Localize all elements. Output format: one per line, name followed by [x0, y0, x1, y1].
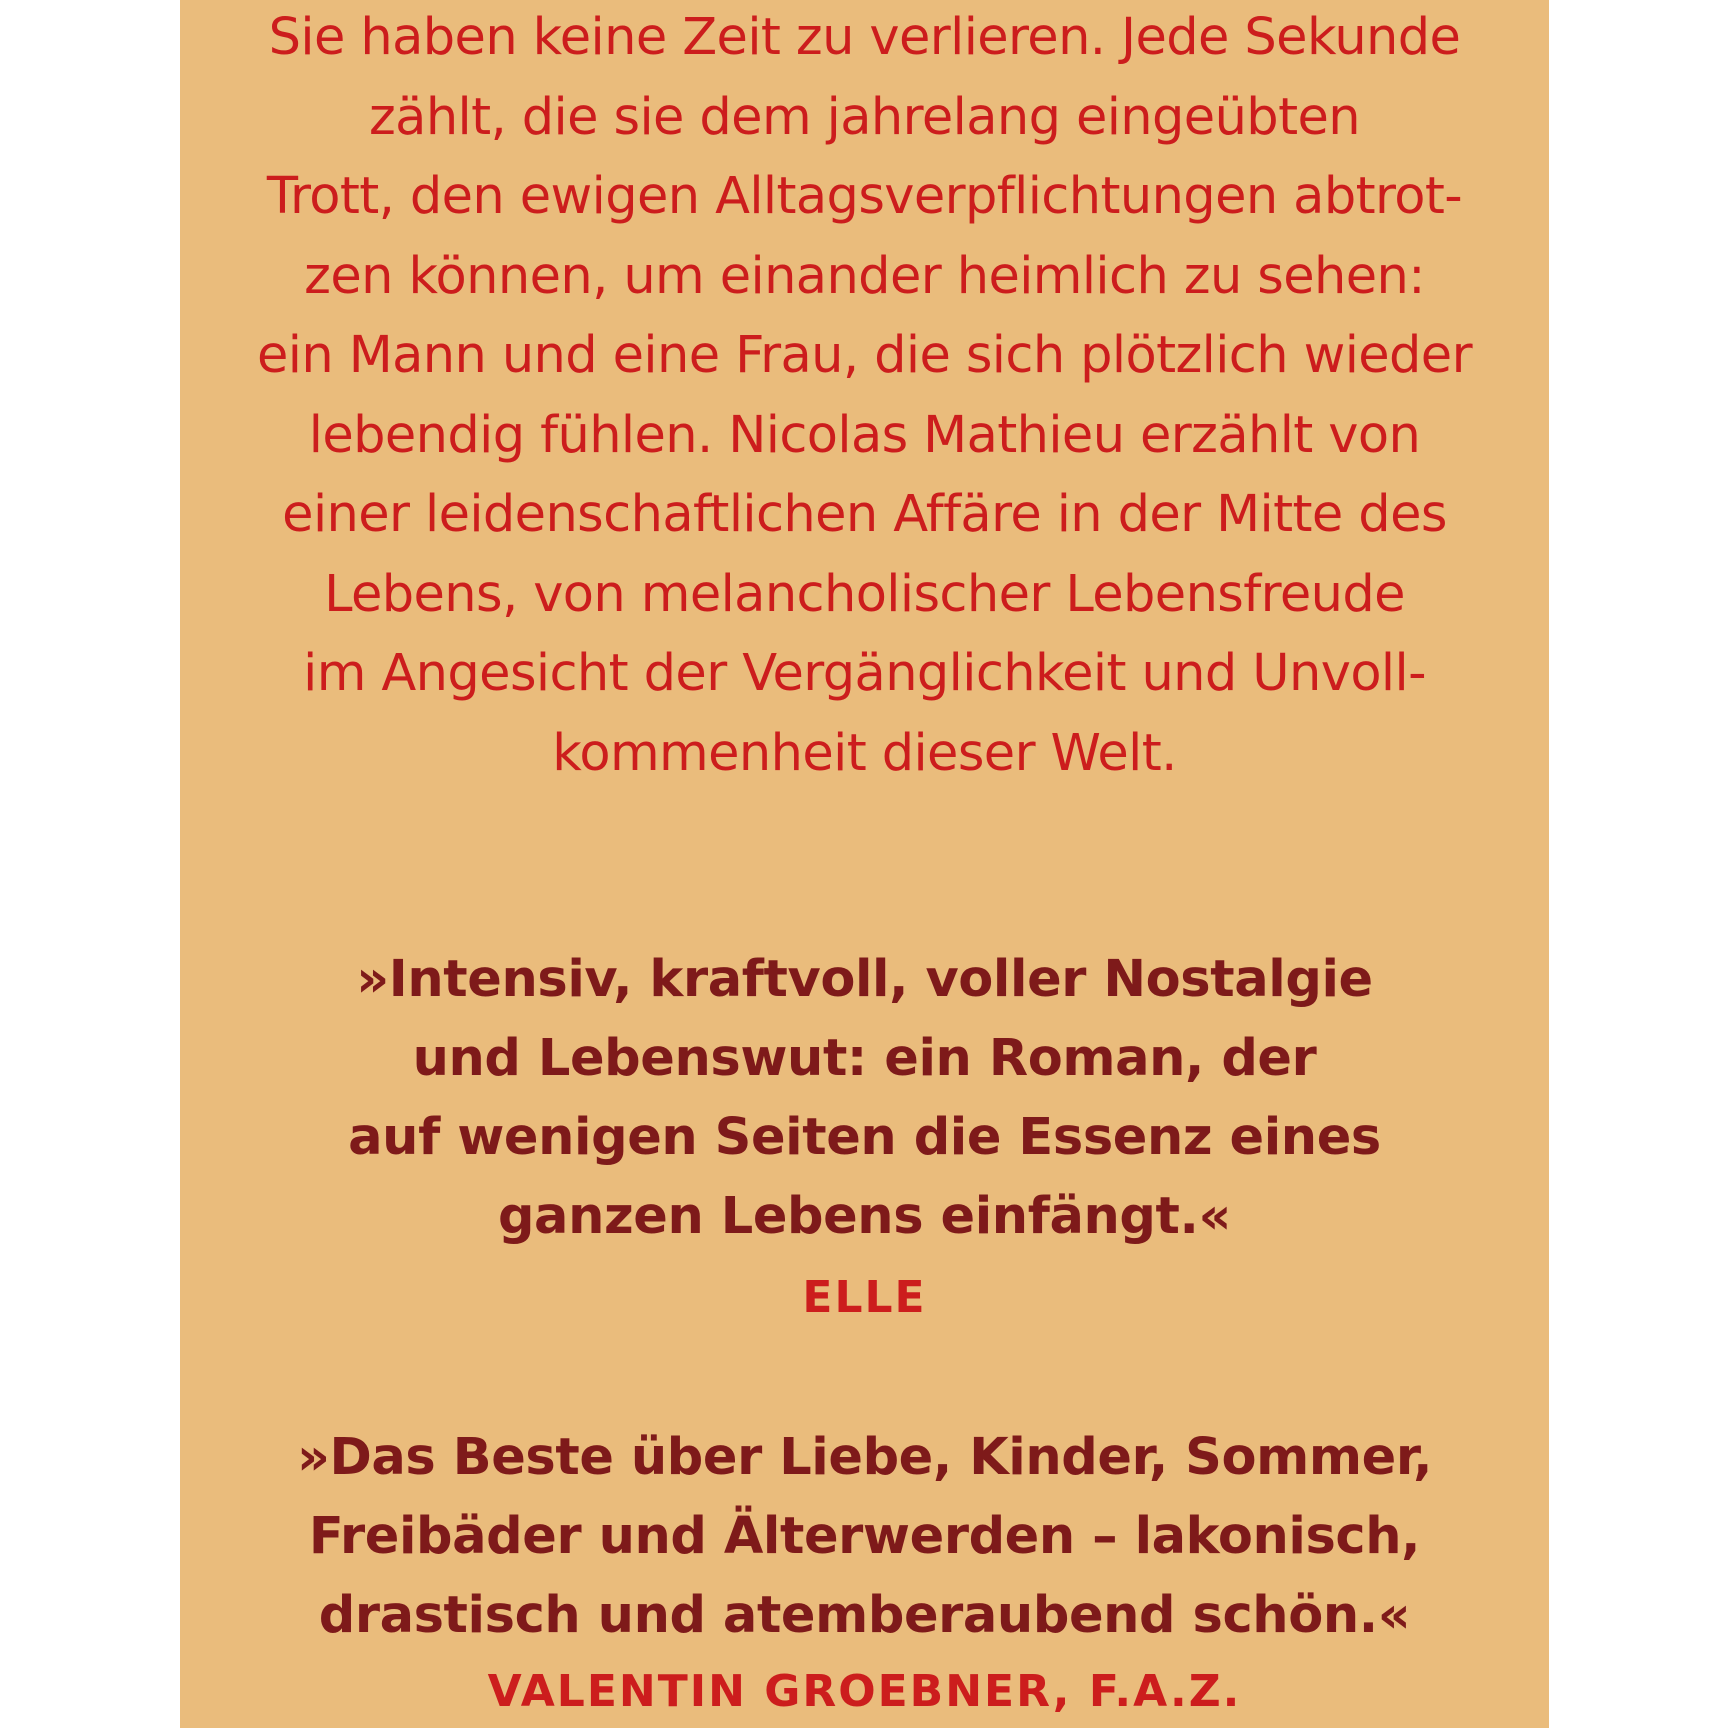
blurb-line: einer leidenschaftlichen Affäre in der Mitte des — [282, 485, 1447, 544]
blurb-text — [180, 0, 1549, 793]
blurb-line: kommenheit dieser Welt. — [552, 723, 1177, 783]
quote-source-faz: VALENTIN GROEBNER, F.A.Z. — [487, 1666, 1242, 1717]
blurb-line: Sie haben keine Zeit zu verlieren. Jede Sekunde — [268, 8, 1461, 67]
quote-line: »Intensiv, kraftvoll, voller Nostalgie — [356, 950, 1373, 1009]
quote-line: »Das Beste über Liebe, Kinder, Sommer, — [296, 1428, 1433, 1487]
blurb-line: im Angesicht der Vergänglichkeit und Unvoll- — [303, 644, 1426, 703]
blurb-line: ein Mann und eine Frau, die sich plötzlich wieder — [257, 326, 1472, 385]
quote-line: Freibäder und Älterwerden – lakonisch, — [308, 1507, 1421, 1566]
review-quote-elle — [180, 940, 1549, 1256]
blurb-line: Trott, den ewigen Alltagsverpflichtungen abtrot- — [266, 167, 1463, 226]
quote-line: auf wenigen Seiten die Essenz eines — [348, 1108, 1381, 1167]
blurb-line: zen können, um einander heimlich zu sehen: — [304, 246, 1425, 306]
quote-source-elle: ELLE — [802, 1272, 927, 1323]
quote-line: und Lebenswut: ein Roman, der — [412, 1029, 1317, 1088]
book-back-cover — [180, 0, 1549, 1728]
quote-line: drastisch und atemberaubend schön.« — [318, 1586, 1411, 1645]
blurb-line: lebendig fühlen. Nicolas Mathieu erzählt von — [308, 405, 1421, 465]
review-quote-faz — [180, 1418, 1549, 1655]
blurb-line: Lebens, von melancholischer Lebensfreude — [324, 564, 1405, 624]
blurb-line: zählt, die sie dem jahrelang eingeübten — [369, 87, 1360, 147]
quote-line: ganzen Lebens einfängt.« — [497, 1187, 1232, 1246]
